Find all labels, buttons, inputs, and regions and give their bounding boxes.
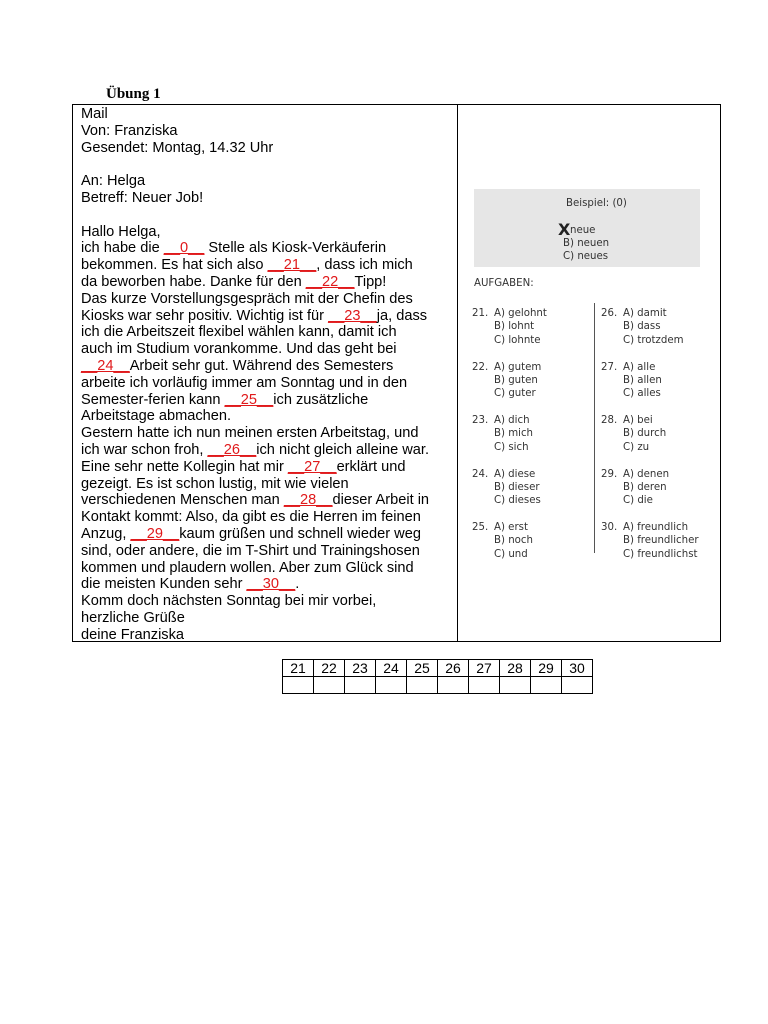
column-divider [457,105,458,641]
aufgaben-title: AUFGABEN: [474,278,534,289]
letter-line [81,425,455,442]
letter-text: kommen und plaudern wollen. Aber zum Glück sind [81,559,414,576]
letter-text: . [295,576,300,593]
example-option: B) neuen [563,238,610,249]
question-number: 30. [601,522,618,533]
letter-text: ich habe die [81,240,164,257]
letter-text: Stelle als Kiosk-Verkäuferin [204,240,387,257]
answer-grid-cell[interactable] [469,677,500,694]
example-box [474,189,700,267]
question-number: 26. [601,308,618,319]
question-number: 25. [472,522,489,533]
letter-line [81,190,455,207]
answer-grid [282,659,593,694]
letter-text: bekommen. Es hat sich also [81,257,268,274]
letter-text: gezeigt. Es ist schon lustig, mit wie vielen [81,475,349,492]
letter-text: An: Helga [81,173,146,190]
letter-text: sind, oder andere, die im T-Shirt und Trainingshosen [81,542,420,559]
answer-blank: __21__ [267,257,317,274]
letter-text: Anzug, [81,525,131,542]
answer-grid-cell[interactable] [531,677,562,694]
example-title: Beispiel: (0) [566,198,627,209]
letter-line [81,408,455,425]
question-option: B) noch [494,535,533,547]
letter-text: Tipp! [354,273,387,290]
letter-line [81,341,455,358]
exercise-options-panel [471,185,706,565]
letter-text: Komm doch nächsten Sonntag bei mir vorbei, [81,593,377,610]
letter-line [81,173,455,190]
letter-text: dieser Arbeit in [332,492,430,509]
example-option: C) neues [563,251,609,262]
question-option: A) dich [494,415,530,426]
options-divider [594,303,595,553]
question-option: B) dieser [494,481,540,493]
question-option: A) gutem [494,361,542,373]
letter-line [81,156,455,173]
question-option: C) dieses [494,495,541,507]
letter-line [81,526,455,543]
question-29 [601,468,711,508]
exercise-heading: Übung 1 [106,86,161,102]
question-option: C) freundlichst [623,548,698,560]
letter-text: kaum grüßen und schnell wieder weg [179,525,421,542]
answer-grid-cell[interactable] [407,677,438,694]
question-26 [601,307,711,347]
answer-grid-cell[interactable] [438,677,469,694]
answer-grid-header: 22 [314,660,345,677]
cross-mark-icon: X [558,220,571,239]
question-22 [472,361,582,401]
letter-text: Das kurze Vorstellungsgespräch mit der Chefin des [81,290,413,307]
question-option: A) denen [623,468,670,480]
answer-grid-cell[interactable] [376,677,407,694]
question-option: B) freundlicher [623,535,699,547]
letter-line [81,593,455,610]
letter-text: Arbeit sehr gut. Während des Semesters [129,357,394,374]
question-option: C) sich [494,441,529,453]
letter-line [81,392,455,409]
letter-line [81,375,455,392]
letter-text: Kontakt kommt: Also, da gibt es die Herren im feinen [81,509,421,526]
question-option: B) guten [494,374,538,386]
answer-blank: __28__ [283,492,333,509]
answer-blank: __27__ [287,458,337,475]
answer-grid-header: 28 [500,660,531,677]
letter-line [81,576,455,593]
answer-grid-header: 21 [283,660,314,677]
answer-grid-header: 26 [438,660,469,677]
letter-line [81,627,455,644]
letter-text: ja, dass [376,307,428,324]
question-option: A) damit [623,308,667,319]
question-option: A) gelohnt [494,308,547,319]
letter-line [81,240,455,257]
letter-text: auch im Studium vorankomme. Und das geht bei [81,341,397,358]
question-number: 21. [472,308,489,319]
question-option: B) deren [623,481,667,493]
letter-line [81,324,455,341]
letter-line [81,459,455,476]
letter-text: ich war schon froh, [81,441,208,458]
letter-text: Semester-ferien kann [81,391,225,408]
letter-text: Gesendet: Montag, 14.32 Uhr [81,139,274,156]
question-option: B) dass [623,321,661,333]
letter-text: Kiosks war sehr positiv. Wichtig ist für [81,307,329,324]
exercise-table [72,104,721,642]
answer-grid-header: 29 [531,660,562,677]
letter-line [81,560,455,577]
question-option: A) diese [494,468,536,480]
answer-grid-header: 27 [469,660,500,677]
letter-text: ich die Arbeitszeit flexibel wählen kann, damit ich [81,324,397,341]
question-number: 28. [601,415,618,426]
question-27 [601,361,711,401]
letter-text: die meisten Kunden sehr [81,576,247,593]
letter-text: Von: Franziska [81,122,178,139]
letter-line [81,106,455,123]
answer-blank: __24__ [81,357,130,374]
question-option: A) alle [623,361,656,373]
answer-blank: __0__ [163,240,205,257]
answer-grid-cell[interactable] [314,677,345,694]
question-number: 24. [472,468,489,480]
answer-blank: __25__ [224,391,274,408]
question-24 [472,468,582,508]
question-30 [601,521,711,561]
letter-text: Gestern hatte ich nun meinen ersten Arbeitstag, und [81,425,419,442]
letter-text: Eine sehr nette Kollegin hat mir [81,458,288,475]
question-option: B) lohnt [494,321,535,333]
letter-line [81,509,455,526]
question-option: C) trotzdem [623,334,684,346]
letter-text: erklärt und [336,458,406,475]
answer-grid-cell[interactable] [345,677,376,694]
question-option: C) guter [494,388,536,400]
letter-text: Arbeitstage abmachen. [81,408,232,425]
question-option: C) die [623,495,653,507]
letter-text: arbeite ich vorläufig immer am Sonntag und in den [81,374,408,391]
letter-text: Mail [81,106,108,122]
answer-grid-header: 23 [345,660,376,677]
letter-line [81,610,455,627]
letter-text: Betreff: Neuer Job! [81,189,204,206]
question-number: 29. [601,468,618,480]
letter-line [81,123,455,140]
answer-blank: __29__ [130,525,180,542]
letter-line [81,492,455,509]
question-option: C) lohnte [494,334,541,346]
email-letter-text [81,106,455,644]
letter-line [81,207,455,224]
letter-text: , dass ich mich [316,257,413,274]
answer-blank: __30__ [246,576,296,593]
question-option: A) erst [494,522,528,533]
answer-blank: __23__ [328,307,377,324]
question-23 [472,414,582,454]
answer-grid-header: 24 [376,660,407,677]
answer-blank: __26__ [207,441,257,458]
question-option: A) bei [623,415,653,426]
letter-line [81,442,455,459]
question-number: 23. [472,415,489,426]
answer-grid-header: 25 [407,660,438,677]
letter-text: deine Franziska [81,626,185,643]
letter-text: ich zusätzliche [273,391,369,408]
letter-line [81,291,455,308]
question-25 [472,521,582,561]
question-21 [472,307,582,347]
answer-grid-cell[interactable] [500,677,531,694]
answer-grid-cell[interactable] [283,677,314,694]
letter-text: verschiedenen Menschen man [81,492,284,509]
letter-text: herzliche Grüße [81,609,185,626]
letter-line [81,224,455,241]
letter-line [81,257,455,274]
question-option: C) und [494,548,528,560]
letter-text: ich nicht gleich alleine war. [256,441,430,458]
question-option: C) alles [623,388,661,400]
question-option: C) zu [623,441,650,453]
question-option: B) allen [623,374,662,386]
question-number: 22. [472,361,489,373]
question-number: 27. [601,361,618,373]
letter-text: Hallo Helga, [81,223,161,240]
letter-line [81,274,455,291]
answer-grid-cell[interactable] [562,677,593,694]
letter-text: da beworben habe. Danke für den [81,273,306,290]
question-option: B) durch [623,428,667,440]
answer-grid-header: 30 [562,660,593,677]
letter-line [81,358,455,375]
letter-line [81,476,455,493]
letter-line [81,308,455,325]
letter-line [81,543,455,560]
example-option: neue [570,225,596,236]
letter-line [81,140,455,157]
question-28 [601,414,711,454]
question-option: B) mich [494,428,534,440]
answer-blank: __22__ [305,273,355,290]
question-option: A) freundlich [623,522,689,533]
